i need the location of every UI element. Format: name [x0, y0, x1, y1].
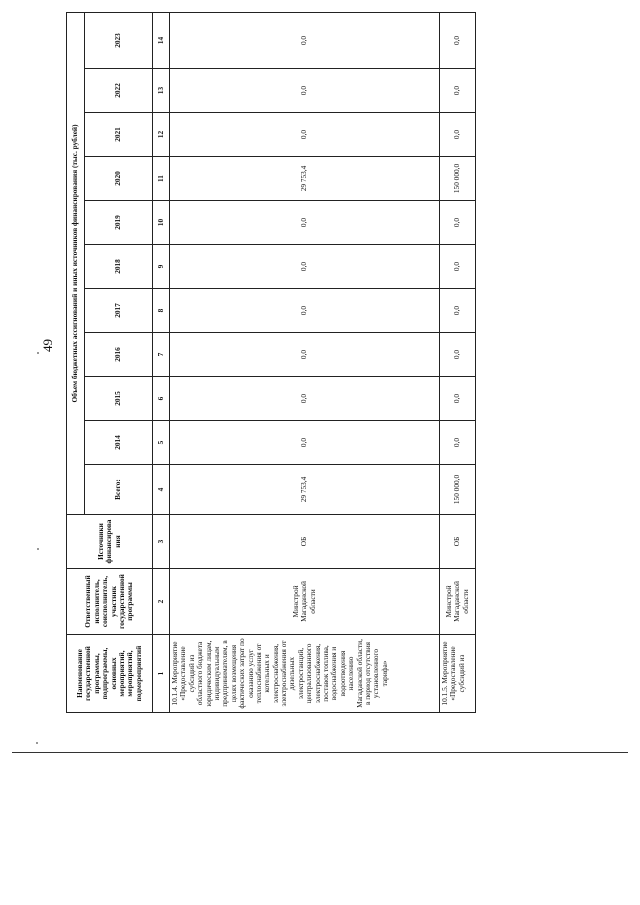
column-number: 14 — [153, 12, 170, 68]
rotated-table-container — [66, 13, 476, 713]
header-source: Источники финансирова ния — [67, 515, 153, 569]
scan-speck — [36, 742, 38, 744]
row-source: ОБ — [440, 515, 476, 569]
row-value: 0,0 — [170, 201, 440, 245]
row-name: 10.1.5. Мероприятие «Предоставление субсидий из — [440, 635, 476, 713]
row-value: 0,0 — [170, 113, 440, 157]
header-year: 2019 — [85, 201, 153, 245]
column-number: 4 — [153, 465, 170, 515]
row-value: 0,0 — [170, 12, 440, 68]
row-value: 0,0 — [170, 421, 440, 465]
column-number: 7 — [153, 333, 170, 377]
header-year: 2018 — [85, 245, 153, 289]
header-year: 2020 — [85, 157, 153, 201]
column-number: 11 — [153, 157, 170, 201]
row-value: 0,0 — [170, 377, 440, 421]
column-number: 8 — [153, 289, 170, 333]
column-number: 1 — [153, 635, 170, 713]
row-value: 0,0 — [440, 245, 476, 289]
row-value: 0,0 — [440, 201, 476, 245]
column-number: 12 — [153, 113, 170, 157]
table-row — [440, 12, 476, 712]
table-row — [170, 12, 440, 712]
header-year: 2015 — [85, 377, 153, 421]
row-value: 0,0 — [440, 113, 476, 157]
row-value: 0,0 — [440, 333, 476, 377]
row-value: 0,0 — [440, 377, 476, 421]
row-source: ОБ — [170, 515, 440, 569]
column-number: 5 — [153, 421, 170, 465]
header-year: 2023 — [85, 12, 153, 68]
page-number: 49 — [40, 339, 55, 352]
row-total: 150 000,0 — [440, 465, 476, 515]
row-value: 0,0 — [440, 421, 476, 465]
row-value: 0,0 — [440, 289, 476, 333]
header-year: 2022 — [85, 69, 153, 113]
header-year: 2021 — [85, 113, 153, 157]
header-year: 2017 — [85, 289, 153, 333]
scan-speck — [37, 548, 39, 550]
row-value: 0,0 — [170, 289, 440, 333]
header-executor: Ответственный исполнитель, соисполнитель, участник государственной программы — [67, 569, 153, 635]
row-value: 150 000,0 — [440, 157, 476, 201]
row-total: 29 753,4 — [170, 465, 440, 515]
column-number-row — [153, 12, 170, 712]
row-executor: Минстрой Магаданской области — [440, 569, 476, 635]
header-name: Наименование государственной программы, подпрограммы, основных мероприятий, мероприятий, подмероприятий — [67, 635, 153, 713]
row-value: 0,0 — [440, 69, 476, 113]
column-number: 3 — [153, 515, 170, 569]
column-number: 2 — [153, 569, 170, 635]
header-total: Всего: — [85, 465, 153, 515]
column-number: 9 — [153, 245, 170, 289]
row-name: 10.1.4. Мероприятие «Предоставление субсидий из областного бюджета юридическим лицам, индивидуальным предпринимателям, в целях возмещения фактических затрат по оказанию услуг теплоснабжения от котельных и электроснабжения, электроснабжения от дизельных электростанций, централизованного электроснабжения, поставок топлива, водоснабжения и водоотведения населению Магаданской области, в период отсутствия установленного тарифа» — [170, 635, 440, 713]
scan-speck — [37, 352, 39, 354]
column-number: 10 — [153, 201, 170, 245]
row-value: 0,0 — [170, 69, 440, 113]
header-year: 2014 — [85, 421, 153, 465]
column-number: 6 — [153, 377, 170, 421]
page-divider-line — [12, 752, 628, 753]
header-year: 2016 — [85, 333, 153, 377]
row-value: 0,0 — [170, 333, 440, 377]
row-executor: Минстрой Магаданской области — [170, 569, 440, 635]
row-value: 29 753,4 — [170, 157, 440, 201]
row-value: 0,0 — [170, 245, 440, 289]
column-number: 13 — [153, 69, 170, 113]
header-funding-group: Объем бюджетных ассигнований и иных источников финансирования (тыс. рублей) — [67, 12, 85, 514]
row-value: 0,0 — [440, 12, 476, 68]
funding-table — [66, 12, 476, 713]
